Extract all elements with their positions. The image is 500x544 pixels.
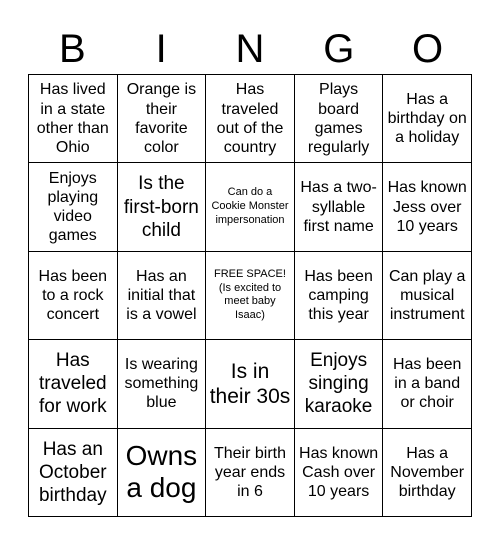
cell-text: Has traveled for work bbox=[38, 350, 107, 418]
bingo-cell[interactable] bbox=[118, 429, 207, 517]
bingo-board bbox=[28, 74, 472, 517]
header-letter-n: N bbox=[235, 27, 265, 71]
cell-text: Has been to a rock concert bbox=[38, 267, 108, 324]
bingo-cell-free-space[interactable] bbox=[206, 252, 295, 340]
cell-text: Has an October birthday bbox=[38, 438, 107, 506]
cell-text: Is wearing something blue bbox=[124, 356, 199, 412]
cell-text: Has known Jess over 10 years bbox=[387, 179, 467, 235]
cell-text: Enjoys singing karaoke bbox=[304, 350, 373, 418]
bingo-cell[interactable] bbox=[295, 252, 384, 340]
header-letter-o: O bbox=[412, 27, 444, 71]
bingo-cell[interactable] bbox=[29, 429, 118, 517]
bingo-cell[interactable] bbox=[383, 252, 472, 340]
bingo-cell[interactable] bbox=[383, 75, 472, 163]
bingo-cell[interactable] bbox=[206, 429, 295, 517]
cell-text: Has a November birthday bbox=[390, 444, 465, 500]
cell-text: Has lived in a state other than Ohio bbox=[36, 81, 109, 156]
bingo-cell[interactable] bbox=[206, 75, 295, 163]
header-letter-i: I bbox=[155, 27, 167, 71]
bingo-cell[interactable] bbox=[29, 252, 118, 340]
cell-text: Can play a musical instrument bbox=[388, 267, 466, 324]
cell-text: Orange is their favorite color bbox=[126, 81, 197, 156]
cell-text: Has a two-syllable first name bbox=[300, 179, 377, 235]
bingo-cell[interactable] bbox=[295, 429, 384, 517]
cell-text: Has a birthday on a holiday bbox=[387, 90, 467, 147]
bingo-cell[interactable] bbox=[118, 252, 207, 340]
bingo-cell[interactable] bbox=[118, 163, 207, 251]
bingo-cell[interactable] bbox=[206, 163, 295, 251]
bingo-cell[interactable] bbox=[295, 340, 384, 428]
cell-text: Has an initial that is a vowel bbox=[126, 267, 197, 324]
bingo-cell[interactable] bbox=[29, 163, 118, 251]
bingo-cell[interactable] bbox=[383, 340, 472, 428]
cell-text: Enjoys playing video games bbox=[47, 169, 99, 245]
cell-text: Has been camping this year bbox=[304, 267, 373, 324]
bingo-cell[interactable] bbox=[383, 163, 472, 251]
cell-text: Is the first-born child bbox=[123, 173, 199, 241]
bingo-cell[interactable] bbox=[206, 340, 295, 428]
bingo-cell[interactable] bbox=[295, 163, 384, 251]
cell-text: Has known Cash over 10 years bbox=[299, 444, 379, 500]
bingo-header bbox=[28, 24, 472, 74]
bingo-cell[interactable] bbox=[29, 340, 118, 428]
cell-text: Can do a Cookie Monster impersonation bbox=[211, 186, 289, 226]
cell-text: FREE SPACE! (Is excited to meet baby Isaac) bbox=[214, 267, 286, 322]
cell-text: Has been in a band or choir bbox=[392, 356, 462, 412]
cell-text: Their birth year ends in 6 bbox=[213, 444, 286, 500]
header-letter-g: G bbox=[323, 27, 355, 71]
header-letter-b: B bbox=[59, 27, 86, 71]
bingo-cell[interactable] bbox=[29, 75, 118, 163]
bingo-cell[interactable] bbox=[118, 75, 207, 163]
cell-text: Plays board games regularly bbox=[307, 81, 370, 156]
bingo-cell[interactable] bbox=[383, 429, 472, 517]
cell-text: Has traveled out of the country bbox=[216, 81, 284, 156]
bingo-cell[interactable] bbox=[295, 75, 384, 163]
bingo-cell[interactable] bbox=[118, 340, 207, 428]
cell-text: Owns a dog bbox=[125, 440, 198, 504]
cell-text: Is in their 30s bbox=[209, 359, 291, 408]
